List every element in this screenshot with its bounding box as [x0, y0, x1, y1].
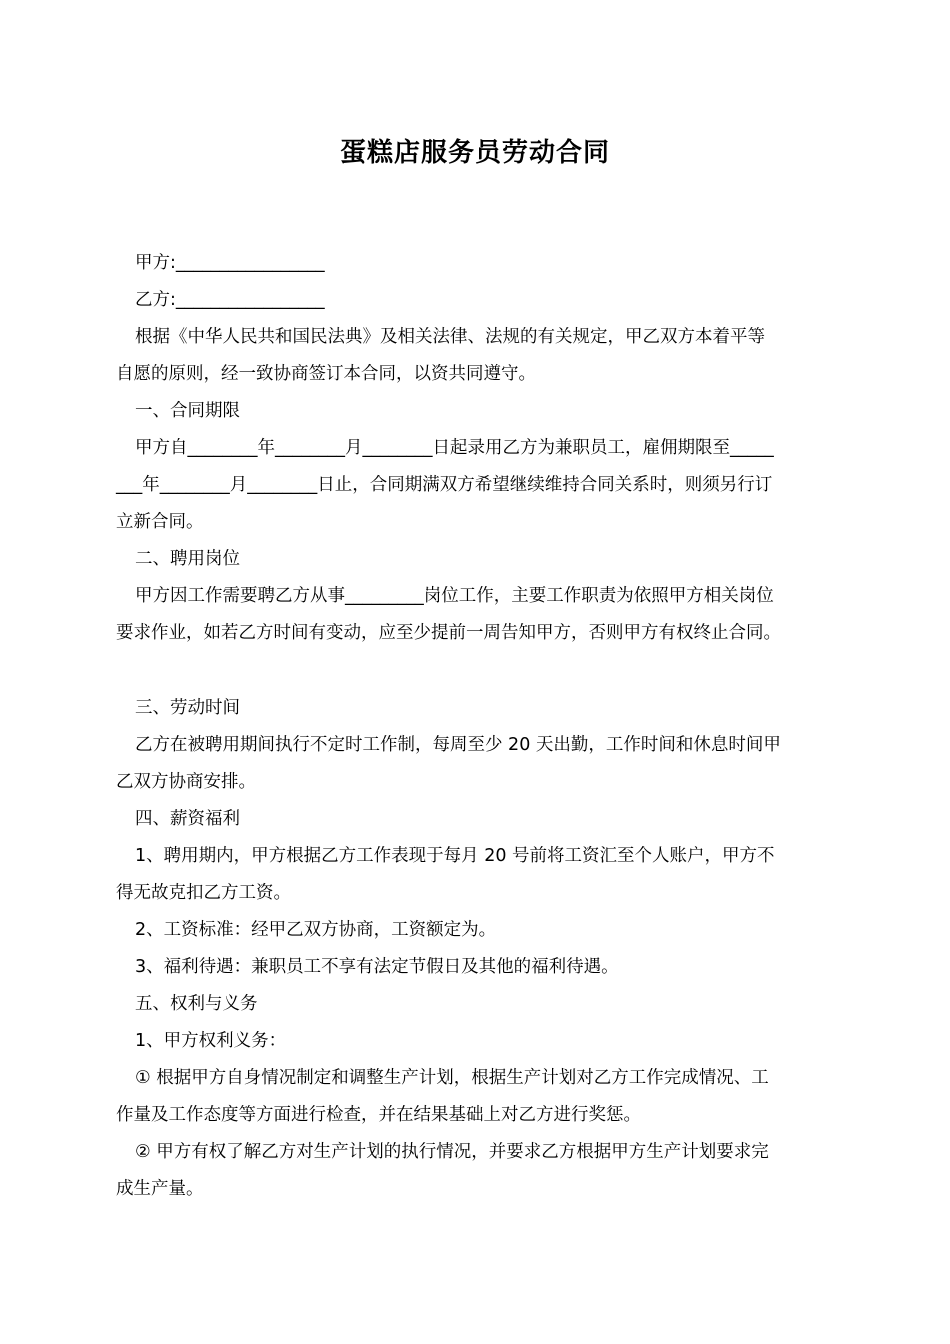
- paragraph-line: 乙方在被聘用期间执行不定时工作制，每周至少 20 天出勤，工作时间和休息时间甲: [135, 735, 781, 755]
- paragraph-line: 要求作业，如若乙方时间有变动，应至少提前一周告知甲方，否则甲方有权终止合同。: [116, 623, 781, 643]
- paragraph-line: 得无故克扣乙方工资。: [116, 883, 291, 903]
- paragraph-line: 甲方因工作需要聘乙方从事_________岗位工作，主要工作职责为依照甲方相关岗位: [135, 586, 774, 606]
- paragraph-line: 1、聘用期内，甲方根据乙方工作表现于每月 20 号前将工资汇至个人账户，甲方不: [135, 846, 775, 866]
- paragraph-line: 乙双方协商安排。: [116, 772, 256, 792]
- paragraph-line: 作量及工作态度等方面进行检查，并在结果基础上对乙方进行奖惩。: [116, 1105, 641, 1125]
- paragraph-line: 成生产量。: [116, 1179, 204, 1199]
- paragraph-line: 根据《中华人民共和国民法典》及相关法律、法规的有关规定，甲乙双方本着平等: [135, 327, 765, 347]
- paragraph-line: 立新合同。: [116, 512, 204, 532]
- section-heading: 一、合同期限: [135, 401, 240, 421]
- paragraph-line: 甲方自________年________月________日起录用乙方为兼职员工，雇佣期限至_____: [135, 438, 774, 458]
- document-title: 蛋糕店服务员劳动合同: [339, 138, 610, 168]
- party-a-line: 甲方:_________________: [135, 253, 325, 273]
- paragraph-line: 2、工资标准：经甲乙双方协商，工资额定为。: [135, 920, 497, 940]
- paragraph-line: 自愿的原则，经一致协商签订本合同，以资共同遵守。: [116, 364, 536, 384]
- section-heading: 二、聘用岗位: [135, 549, 240, 569]
- section-heading: 五、权利与义务: [135, 994, 258, 1014]
- subsection-heading: 1、甲方权利义务：: [135, 1031, 287, 1051]
- paragraph-line: 3、福利待遇：兼职员工不享有法定节假日及其他的福利待遇。: [135, 957, 619, 977]
- paragraph-line: ② 甲方有权了解乙方对生产计划的执行情况，并要求乙方根据甲方生产计划要求完: [135, 1142, 769, 1162]
- paragraph-line: ① 根据甲方自身情况制定和调整生产计划，根据生产计划对乙方工作完成情况、工: [135, 1068, 769, 1088]
- paragraph-line: ___年________月________日止，合同期满双方希望继续维持合同关系时，则须另行订: [116, 475, 773, 495]
- section-heading: 四、薪资福利: [135, 809, 240, 829]
- section-heading: 三、劳动时间: [135, 698, 240, 718]
- party-b-line: 乙方:_________________: [135, 290, 325, 310]
